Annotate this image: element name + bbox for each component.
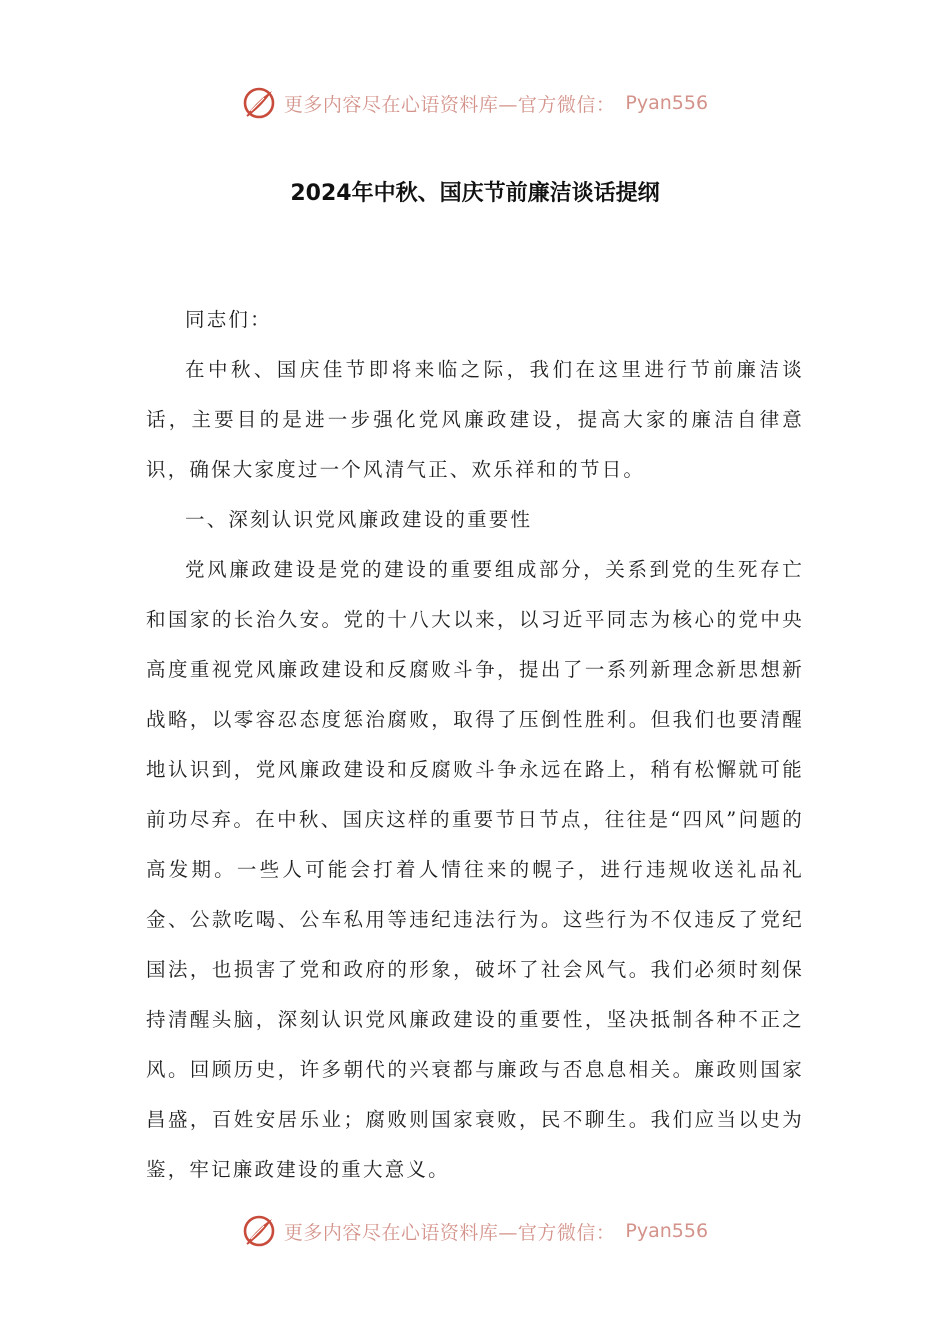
quill-pen-logo-icon bbox=[242, 86, 276, 120]
document-title: 2024年中秋、国庆节前廉洁谈话提纲 bbox=[290, 181, 660, 206]
salutation: 同志们： bbox=[185, 308, 272, 331]
footer-watermark bbox=[0, 1211, 950, 1251]
watermark-text: 更多内容尽在心语资料库—官方微信： bbox=[283, 1221, 616, 1244]
watermark-wechat-id: Pyan556 bbox=[625, 92, 709, 114]
watermark-wechat-id: Pyan556 bbox=[625, 1220, 709, 1242]
section-heading: 一、深刻认识党风廉政建设的重要性 bbox=[185, 508, 533, 531]
header-watermark bbox=[0, 83, 950, 123]
body-paragraph: 党风廉政建设是党的建设的重要组成部分，关系到党的生死存亡和国家的长治久安。党的十八大以来，以习近平同志为核心的党中央高度重视党风廉政建设和反腐败斗争，提出了一系列新理念新思想新战略，以零容忍态度惩治腐败，取得了压倒性胜利。但我们也要清醒地认识到，党风廉政建设和反腐败斗争永远在路上，稍有松懈就可能前功尽弃。在中秋、国庆这样的重要节日节点，往往是“四风”问题的高发期。一些人可能会打着人情往来的幌子，进行违规收送礼品礼金、公款吃喝、公车私用等违纪违法行为。这些行为不仅违反了党纪国法，也损害了党和政府的形象，破坏了社会风气。我们必须时刻保持清醒头脑，深刻认识党风廉政建设的重要性，坚决抵制各种不正之风。回顾历史，许多朝代的兴衰都与廉政与否息息相关。廉政则国家昌盛，百姓安居乐业；腐败则国家衰败，民不聊生。我们应当以史为鉴，牢记廉政建设的重大意义。 bbox=[146, 558, 804, 1181]
watermark-text: 更多内容尽在心语资料库—官方微信： bbox=[283, 93, 616, 116]
quill-pen-logo-icon bbox=[242, 1214, 276, 1248]
document-body bbox=[146, 295, 804, 1195]
intro-paragraph: 在中秋、国庆佳节即将来临之际，我们在这里进行节前廉洁谈话，主要目的是进一步强化党风廉政建设，提高大家的廉洁自律意识，确保大家度过一个风清气正、欢乐祥和的节日。 bbox=[146, 358, 804, 481]
